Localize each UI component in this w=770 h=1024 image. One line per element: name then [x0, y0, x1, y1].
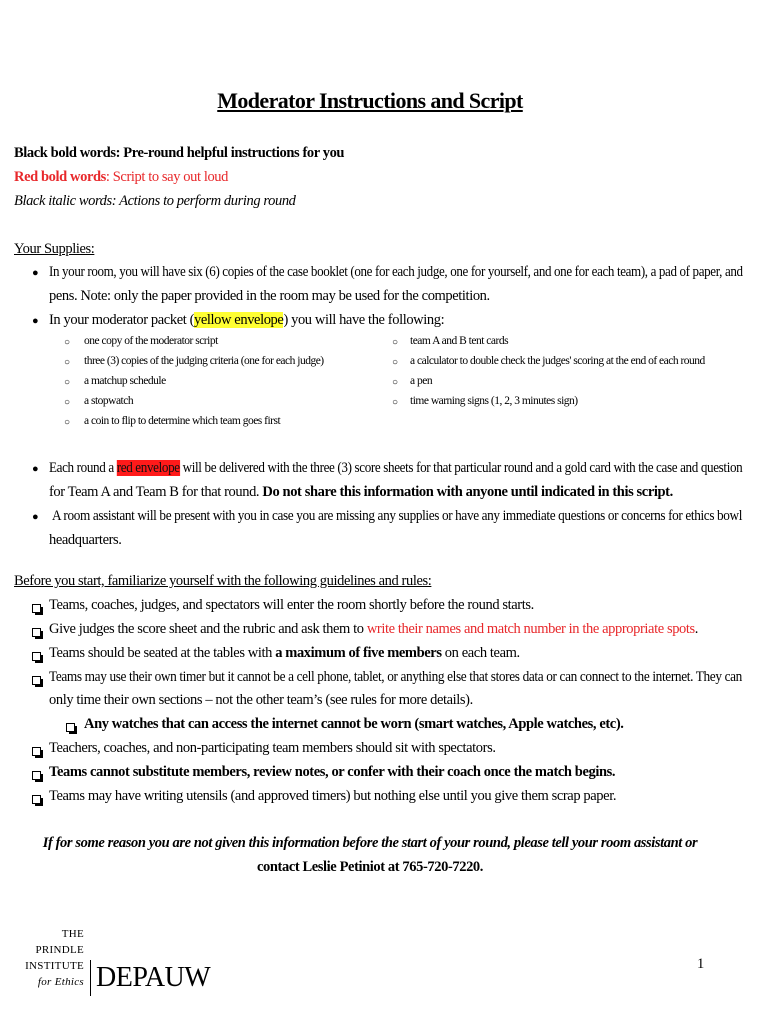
- logo-divider: [90, 960, 91, 996]
- packet-item: a coin to flip to determine which team goes first: [84, 415, 281, 427]
- rule-r3-post: on each team.: [441, 645, 520, 661]
- checkbox-bullet-icon: [32, 648, 41, 666]
- rule-r2-post: .: [694, 621, 699, 637]
- depauw-logo: DEPAUW: [96, 962, 211, 993]
- supplies-b1-line1: In your room, you will have six (6) copies of the case booklet (one for each judge, one for yourself, and one for each team), a pad of paper, and: [49, 264, 743, 280]
- checkbox-bullet-icon: [66, 719, 75, 737]
- rule-item: Teams may have writing utensils (and approved timers) but nothing else until you give them scrap paper.: [49, 788, 617, 804]
- supplies-b4-line2: headquarters.: [49, 532, 122, 548]
- packet-item: a calculator to double check the judges' scoring at the end of each round: [410, 355, 705, 367]
- red-envelope-highlight: red envelope: [116, 460, 180, 476]
- supplies-b1-line2: pens. Note: only the paper provided in the room may be used for the competition.: [49, 288, 490, 304]
- supplies-b3-pre: Each round a: [49, 460, 117, 476]
- checkbox-bullet-icon: [32, 791, 41, 809]
- legend-black-label: Black bold words: [14, 145, 116, 161]
- rule-item: Teams, coaches, judges, and spectators will enter the room shortly before the round starts.: [49, 597, 534, 613]
- legend-red-label: Red bold words: [14, 169, 106, 185]
- supplies-b3-line2-bold: Do not share this information with anyone until indicated in this script.: [262, 484, 673, 500]
- legend-red: [14, 169, 228, 186]
- packet-item: a pen: [410, 375, 433, 387]
- rule-r3-bold: a maximum of five members: [275, 645, 442, 661]
- legend-black: [14, 145, 344, 162]
- page-title: Moderator Instructions and Script: [217, 88, 523, 113]
- rule-r4-sub: Any watches that can access the internet cannot be worn (smart watches, Apple watches, etc).: [84, 716, 624, 732]
- checkbox-bullet-icon: [32, 672, 41, 690]
- rule-r2-red: write their names and match number in the appropriate spots: [366, 621, 695, 637]
- circle-bullet-icon: ○: [392, 357, 399, 368]
- circle-bullet-icon: ○: [392, 397, 399, 408]
- checkbox-bullet-icon: [32, 767, 41, 785]
- checkbox-bullet-icon: [32, 743, 41, 761]
- circle-bullet-icon: ○: [64, 417, 71, 428]
- rule-item: [49, 621, 698, 638]
- supplies-b3-line2-pre: for Team A and Team B for that round.: [49, 484, 263, 500]
- bullet-icon: ●: [32, 463, 39, 475]
- supplies-b2-post: ) you will have the following:: [283, 312, 445, 328]
- supplies-b3-line2: [49, 484, 673, 501]
- supplies-b2-pre: In your moderator packet (: [49, 312, 195, 328]
- packet-item: a stopwatch: [84, 395, 134, 407]
- legend-red-desc: : Script to say out loud: [105, 169, 229, 185]
- logo-line1: THE: [61, 928, 84, 940]
- logo-line3: INSTITUTE: [25, 960, 84, 972]
- rule-item: Teachers, coaches, and non-participating team members should sit with spectators.: [49, 740, 496, 756]
- bullet-icon: ●: [32, 511, 39, 523]
- yellow-envelope-highlight: yellow envelope: [194, 312, 284, 328]
- checkbox-bullet-icon: [32, 600, 41, 618]
- circle-bullet-icon: ○: [64, 357, 71, 368]
- rule-r2-pre: Give judges the score sheet and the rubric and ask them to: [49, 621, 367, 637]
- packet-item: three (3) copies of the judging criteria (one for each judge): [84, 355, 324, 367]
- supplies-b3-line1: [49, 460, 742, 477]
- legend-italic: Black italic words: Actions to perform during round: [14, 193, 296, 209]
- rule-item: Teams cannot substitute members, review notes, or confer with their coach once the match begins.: [49, 764, 616, 780]
- supplies-b4-line1: A room assistant will be present with you in case you are missing any supplies or have any immediate questions or concerns for ethics bowl: [52, 508, 743, 524]
- bullet-icon: ●: [32, 267, 39, 279]
- supplies-b3-post: will be delivered with the three (3) score sheets for that particular round and a gold card with the case and question: [179, 460, 743, 476]
- supplies-b2: [49, 312, 444, 329]
- legend-black-desc: : Pre-round helpful instructions for you: [115, 145, 345, 161]
- rule-item: [49, 645, 520, 662]
- circle-bullet-icon: ○: [392, 377, 399, 388]
- footer-note-line1: If for some reason you are not given this information before the start of your round, please tell your room assistant or: [42, 835, 698, 851]
- footer-note-line2: contact Leslie Petiniot at 765-720-7220.: [256, 859, 484, 875]
- packet-item: team A and B tent cards: [410, 335, 509, 347]
- rule-r4-line2: only time their own sections – not the other team’s (see rules for more details).: [49, 692, 473, 708]
- checkbox-bullet-icon: [32, 624, 41, 642]
- supplies-heading: Your Supplies:: [14, 241, 95, 257]
- prindle-institute-logo: [20, 926, 84, 990]
- packet-item: a matchup schedule: [84, 375, 166, 387]
- rule-r4-line1: Teams may use their own timer but it cannot be a cell phone, tablet, or anything else that stores data or can connect to the internet. They can: [49, 669, 742, 685]
- packet-item: one copy of the moderator script: [84, 335, 218, 347]
- circle-bullet-icon: ○: [64, 397, 71, 408]
- circle-bullet-icon: ○: [64, 337, 71, 348]
- circle-bullet-icon: ○: [392, 337, 399, 348]
- packet-item: time warning signs (1, 2, 3 minutes sign): [410, 395, 578, 407]
- circle-bullet-icon: ○: [64, 377, 71, 388]
- bullet-icon: ●: [32, 315, 39, 327]
- rules-heading: Before you start, familiarize yourself with the following guidelines and rules:: [14, 573, 432, 589]
- rule-r3-pre: Teams should be seated at the tables with: [49, 645, 276, 661]
- page-number: 1: [697, 956, 704, 972]
- logo-line2: PRINDLE: [35, 944, 84, 956]
- logo-line4: for Ethics: [37, 976, 84, 988]
